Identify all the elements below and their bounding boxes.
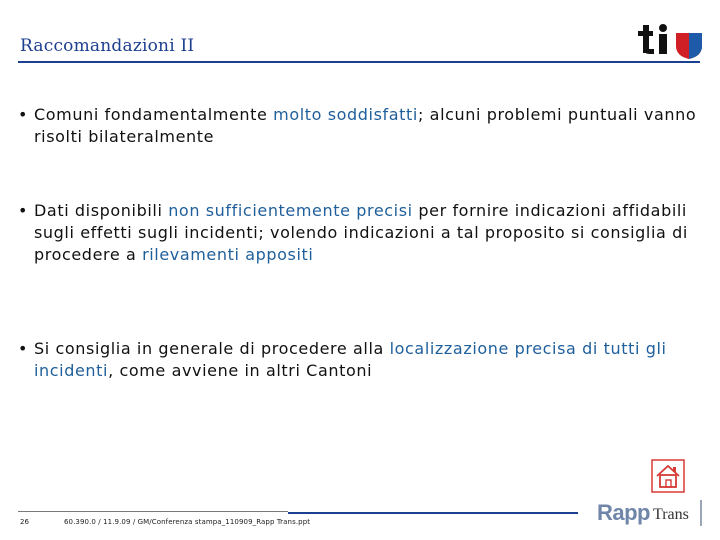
highlight-run: rilevamenti appositi	[142, 245, 314, 264]
text-run: Comuni fondamentalmente	[34, 105, 274, 124]
rapp-logo-word: Rapp	[597, 500, 650, 525]
highlight-run: molto soddisfatti	[273, 105, 418, 124]
bullet-item	[18, 104, 704, 148]
bullet-text	[34, 338, 704, 382]
text-run: ; alcuni problemi puntuali vanno risolti bilateralmente	[34, 105, 697, 146]
text-run: per fornire indicazioni affidabili sugli effetti sugli incidenti; volendo indicazioni a tal proposito si consiglia di procedere a	[34, 201, 688, 264]
bullet-item	[18, 338, 704, 382]
bullet-item	[18, 200, 704, 266]
slide-title: Raccomandazioni II	[20, 36, 195, 56]
bullet-text	[34, 200, 704, 266]
footer-divider-left	[18, 511, 288, 512]
rapp-logo-bar	[700, 500, 702, 526]
bullet-text	[34, 104, 704, 148]
home-icon[interactable]	[651, 459, 685, 493]
text-run: , come avviene in altri Cantoni	[108, 361, 373, 380]
title-divider	[18, 61, 700, 63]
highlight-run: non sufficientemente precisi	[168, 201, 413, 220]
footer-divider-accent	[288, 512, 578, 514]
text-run: Si consiglia in generale di procedere alla	[34, 339, 390, 358]
document-reference: 60.390.0 / 11.9.09 / GM/Conferenza stampa_110909_Rapp Trans.ppt	[64, 518, 311, 526]
text-run: Dati disponibili	[34, 201, 169, 220]
bullet-symbol: •	[18, 339, 29, 358]
bullet-symbol: •	[18, 201, 29, 220]
page-number: 26	[20, 518, 29, 526]
highlight-run: localizzazione precisa di tutti gli incidenti	[34, 339, 667, 380]
bullet-symbol: •	[18, 105, 29, 124]
ticino-logo	[636, 20, 704, 60]
rapp-logo-trans: Trans	[653, 506, 689, 523]
